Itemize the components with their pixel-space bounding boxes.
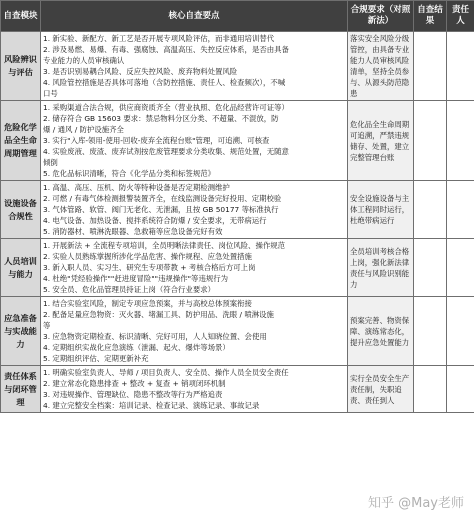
table-row xyxy=(1,181,474,239)
header-owner: 责任人 xyxy=(447,1,474,32)
table-row xyxy=(1,32,474,101)
check-point: 2. 储存符合 GB 15603 要求：禁忌物料分区分类、不超量、不混放，防 xyxy=(43,114,279,123)
check-point: 3. 新入职人员、实习生、研究生专项带教 + 考核合格后方可上岗 xyxy=(43,263,256,272)
owner-cell[interactable] xyxy=(447,297,474,366)
check-point: 1. 采购渠道合法合规，供应商资质齐全（营业执照、危化品经营许可证等） xyxy=(43,103,289,112)
owner-cell[interactable] xyxy=(447,181,474,239)
result-cell[interactable] xyxy=(414,101,447,181)
table-header-row xyxy=(1,1,474,32)
check-point: 5. 定期组织评估、定期更新补充 xyxy=(43,354,149,363)
core-points-cell xyxy=(41,101,348,181)
owner-cell[interactable] xyxy=(447,101,474,181)
check-point: 1. 明确实验室负责人、导师 / 项目负责人、安全员、操作人员全员安全责任 xyxy=(43,368,289,377)
table-row xyxy=(1,239,474,297)
check-point: 3. 实行"入库-领用-使用-回收-废弃全流程台账"管理，可追溯、可核查 xyxy=(43,136,270,145)
check-point: 5. 危化品标识清晰，符合《化学品分类和标签规范》 xyxy=(43,169,215,178)
check-point: 等 xyxy=(43,321,51,330)
check-point: 3. 气体管路、软管、阀门无老化、无泄漏，且按 GB 50177 等标准执行 xyxy=(43,205,279,214)
compliance-cell: 预案完善、物资保障、演练常态化，提升应急处置能力 xyxy=(348,297,414,366)
check-point: 2. 涉及易燃、易爆、有毒、强腐蚀、高温高压、失控反应体系，是否由具备 xyxy=(43,45,289,54)
module-cell: 责任体系与闭环管理 xyxy=(1,366,41,413)
check-point: 4. 实验废液、废渣、废弃试剂按危废管理要求分类收集、规范处置，无随意 xyxy=(43,147,289,156)
check-point: 1. 结合实验室风险，制定专项应急预案，并与高校总体预案衔接 xyxy=(43,299,252,308)
compliance-cell: 落实安全风险分级管控，由具备专业能力人员审核风险清单，坚持全员参与、从源头防范隐患 xyxy=(348,32,414,101)
result-cell[interactable] xyxy=(414,239,447,297)
header-compliance: 合规要求（对照新法） xyxy=(348,1,414,32)
compliance-cell: 安全设施设备与主体工程同时运行，杜绝带病运行 xyxy=(348,181,414,239)
check-point: 1. 高温、高压、压机、防火等特种设备是否定期检测维护 xyxy=(43,183,230,192)
check-point: 专业能力的人员审核确认 xyxy=(43,56,125,65)
check-point: 4. 定期组织实战化应急演练（泄漏、起火、爆炸等场景） xyxy=(43,343,230,352)
check-point: 1. 开展新法 + 全流程专项培训，全员明晰法律责任、岗位风险、操作规范 xyxy=(43,241,286,250)
check-point: 1. 新实验、新配方、新工艺是否开展专项风险评估，而非通用培训替代 xyxy=(43,34,275,43)
watermark: 知乎 @May老师 xyxy=(367,496,464,511)
check-point: 4. 建立完整安全档案：培训记录、检查记录、演练记录、事故记录 xyxy=(43,401,260,410)
check-point: 倾倒 xyxy=(43,158,58,167)
check-point: 3. 是否识别易耦合风险、反应失控风险、废弃物料处置风险 xyxy=(43,67,238,76)
header-core-points: 核心自查要点 xyxy=(41,1,348,32)
check-point: 4. 风险管控措施是否具体可落地（含防控措施、责任人、检查频次），不喊 xyxy=(43,78,286,87)
result-cell[interactable] xyxy=(414,297,447,366)
core-points-cell xyxy=(41,181,348,239)
core-points-cell xyxy=(41,366,348,413)
owner-cell[interactable] xyxy=(447,366,474,413)
check-point: 3. 对违规操作、管理缺位、隐患不整改等行为严格追责 xyxy=(43,390,223,399)
module-cell: 危险化学品全生命周期管理 xyxy=(1,101,41,181)
check-point: 爆 / 通风 / 防护设施齐全 xyxy=(43,125,124,134)
check-point: 5. 安全员、危化品管理员持证上岗（符合行业要求） xyxy=(43,285,215,294)
core-points-cell xyxy=(41,32,348,101)
check-point: 4. 杜绝"凭经验操作""赶进度冒险""违规操作"等违规行为 xyxy=(43,274,229,283)
core-points-cell xyxy=(41,239,348,297)
result-cell[interactable] xyxy=(414,32,447,101)
module-cell: 应急准备与实战能力 xyxy=(1,297,41,366)
check-point: 口号 xyxy=(43,89,58,98)
check-point: 5. 消防器材、喷淋洗眼器、急救箱等应急设备完好有效 xyxy=(43,227,223,236)
module-cell: 人员培训与能力 xyxy=(1,239,41,297)
check-point: 3. 应急物资定期检查、标识清晰、完好可用，人人知晓位置、会使用 xyxy=(43,332,267,341)
compliance-cell: 危化品全生命周期可追溯，严禁违规储存、处置，建立完整管理台账 xyxy=(348,101,414,181)
result-cell[interactable] xyxy=(414,181,447,239)
module-cell: 设施设备合规性 xyxy=(1,181,41,239)
check-point: 4. 电气设备、加热设备、搅拌系统符合防爆 / 安全要求，无带病运行 xyxy=(43,216,267,225)
owner-cell[interactable] xyxy=(447,32,474,101)
check-point: 2. 可燃 / 有毒气体检测报警装置齐全，在线监测设备完好投用、定期校验 xyxy=(43,194,282,203)
owner-cell[interactable] xyxy=(447,239,474,297)
table-row xyxy=(1,366,474,413)
compliance-cell: 实行全员安全生产责任制，失职追责、责任到人 xyxy=(348,366,414,413)
result-cell[interactable] xyxy=(414,366,447,413)
table-row xyxy=(1,101,474,181)
header-module: 自查模块 xyxy=(1,1,41,32)
table-row xyxy=(1,297,474,366)
check-point: 2. 实验人员熟练掌握所涉化学品危害、操作规程、应急处置措施 xyxy=(43,252,252,261)
core-points-cell xyxy=(41,297,348,366)
module-cell: 风险辨识与评估 xyxy=(1,32,41,101)
compliance-cell: 全员培训考核合格上岗，强化新法律责任与风险识别能力 xyxy=(348,239,414,297)
check-point: 2. 配备足量应急物资：灭火器、堵漏工具、防护用品、洗眼 / 喷淋设施 xyxy=(43,310,274,319)
check-point: 2. 建立常态化隐患排查 + 整改 + 复查 + 销项闭环机制 xyxy=(43,379,226,388)
header-result: 自查结果 xyxy=(414,1,447,32)
